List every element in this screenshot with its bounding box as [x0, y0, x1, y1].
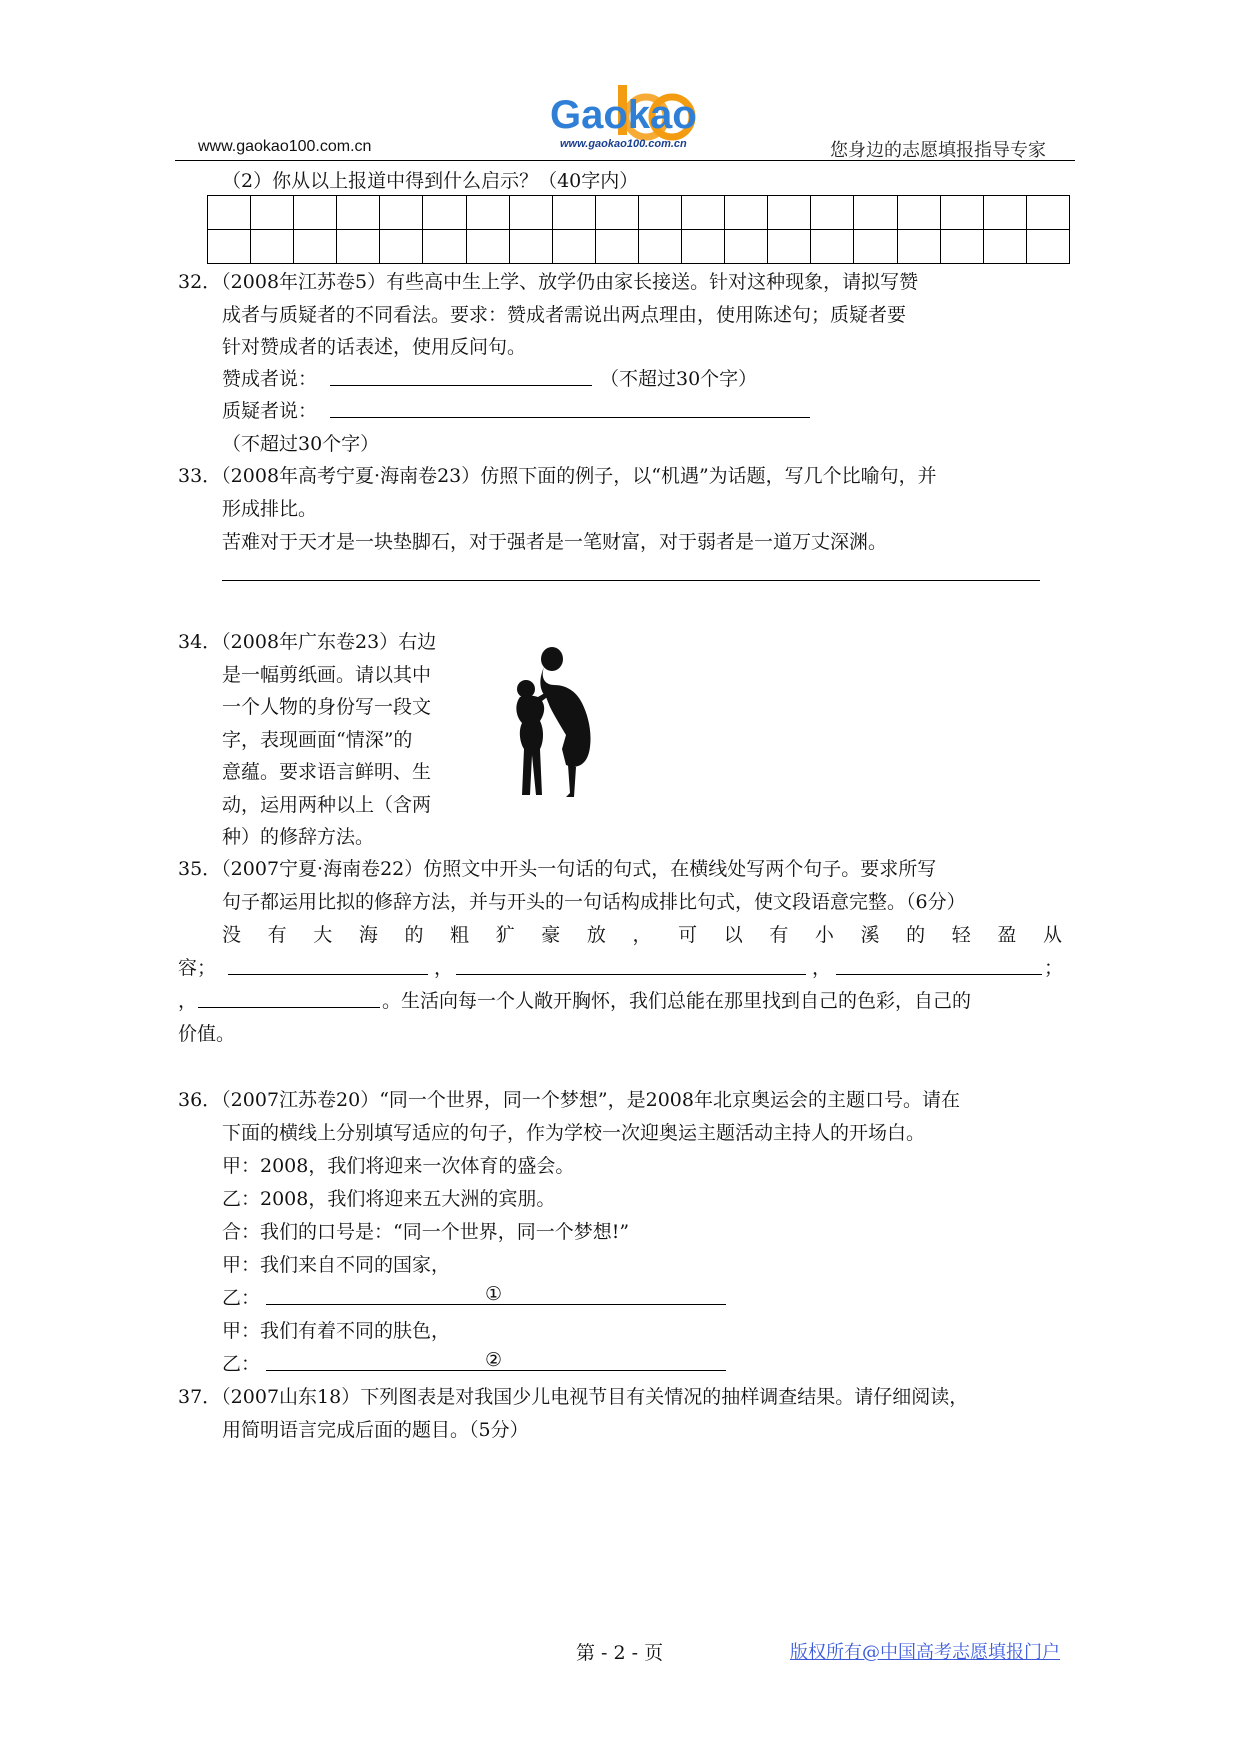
q36-jia-2: 甲：我们有着不同的肤色， [222, 1320, 451, 1342]
q33-example: 苦难对于天才是一块垫脚石，对于强者是一笔财富，对于弱者是一道万丈深渊。 [222, 531, 888, 553]
q35-line1: 35．（2007宁夏·海南卷22）仿照文中开头一句话的句式，在横线处写两个句子。要求所写 [178, 858, 937, 880]
grid-cell[interactable] [337, 230, 380, 264]
grid-cell[interactable] [638, 196, 681, 230]
header-site-url: www.gaokao100.com.cn [198, 138, 372, 155]
grid-cell[interactable] [725, 196, 768, 230]
grid-cell[interactable] [423, 230, 466, 264]
grid-cell[interactable] [251, 230, 294, 264]
logo-text: Gaokao [550, 93, 697, 137]
q34-line7: 种）的修辞方法。 [222, 826, 375, 848]
grid-cell[interactable] [509, 196, 552, 230]
q32-line3: 针对赞成者的话表述，使用反问句。 [222, 336, 527, 358]
grid-cell[interactable] [208, 196, 251, 230]
q36-dialogue-1: 甲：2008，我们将迎来一次体育的盛会。 [222, 1155, 575, 1177]
q32-supporter-label: 赞成者说： [222, 368, 318, 390]
grid-cell[interactable] [595, 196, 638, 230]
page-number: 第 - 2 - 页 [576, 1642, 664, 1664]
grid-cell[interactable] [294, 196, 337, 230]
q35-comma2: ， [812, 957, 832, 979]
q36-dialogue-2: 乙：2008，我们将迎来五大洲的宾朋。 [222, 1188, 556, 1210]
q32-supporter-note: （不超过30个字） [600, 368, 758, 390]
q34-line2: 是一幅剪纸画。请以其中 [222, 664, 432, 686]
q35-semicolon: ； [1044, 957, 1064, 979]
grid-cell[interactable] [768, 196, 811, 230]
q35-blank2[interactable] [456, 974, 806, 975]
supporter-answer-line[interactable] [330, 385, 592, 386]
copyright-link[interactable]: 版权所有@中国高考志愿填报门户 [790, 1642, 1060, 1663]
grid-cell[interactable] [1026, 196, 1069, 230]
q35-comma3: ， [178, 990, 198, 1012]
q36-line2: 下面的横线上分别填写适应的句子，作为学校一次迎奥运主题活动主持人的开场白。 [222, 1122, 926, 1144]
grid-cell[interactable] [466, 196, 509, 230]
grid-cell[interactable] [682, 196, 725, 230]
grid-cell[interactable] [509, 230, 552, 264]
q32-doubter-note: （不超过30个字） [222, 433, 380, 455]
q37-line2: 用简明语言完成后面的题目。（5分） [222, 1419, 529, 1441]
paper-cut-silhouette [510, 645, 610, 805]
q35-line4-start: 容； [178, 957, 217, 979]
q35-line2: 句子都运用比拟的修辞方法，并与开头的一句话构成排比句式，使文段语意完整。（6分） [222, 891, 966, 913]
grid-cell[interactable] [251, 196, 294, 230]
q36-yi-label-2: 乙： [222, 1353, 261, 1375]
grid-cell[interactable] [811, 196, 854, 230]
grid-cell[interactable] [897, 230, 940, 264]
q35-blank4[interactable] [198, 1007, 380, 1008]
q35-blank3[interactable] [836, 974, 1042, 975]
q35-comma1: ， [434, 957, 454, 979]
grid-cell[interactable] [854, 196, 897, 230]
q36-blank1-marker: ① [485, 1283, 503, 1305]
grid-cell[interactable] [940, 196, 983, 230]
grid-cell[interactable] [294, 230, 337, 264]
grid-cell[interactable] [638, 230, 681, 264]
grid-cell[interactable] [983, 230, 1026, 264]
q34-line6: 动，运用两种以上（含两 [222, 794, 432, 816]
grid-cell[interactable] [552, 230, 595, 264]
q31-part2: （2）你从以上报道中得到什么启示？（40字内） [222, 170, 639, 192]
grid-cell[interactable] [682, 230, 725, 264]
grid-cell[interactable] [208, 230, 251, 264]
q35-line3: 没 有 大 海 的 粗 犷 豪 放 ， 可 以 有 小 溪 的 轻 盈 从 [222, 924, 1062, 946]
logo-url: www.gaokao100.com.cn [560, 138, 687, 150]
q33-line2: 形成排比。 [222, 498, 318, 520]
grid-cell[interactable] [811, 230, 854, 264]
q32-line1: 32．（2008年江苏卷5）有些高中生上学、放学仍由家长接送。针对这种现象，请拟写赞 [178, 271, 919, 293]
grid-cell[interactable] [725, 230, 768, 264]
q32-doubter-label: 质疑者说： [222, 400, 318, 422]
grid-cell[interactable] [1026, 230, 1069, 264]
q33-line1: 33．（2008年高考宁夏·海南卷23）仿照下面的例子，以“机遇”为话题，写几个比喻句，并 [178, 465, 937, 487]
q36-yi-label-1: 乙： [222, 1287, 261, 1309]
q34-line4: 字，表现画面“情深”的 [222, 729, 413, 751]
grid-cell[interactable] [380, 196, 423, 230]
header-slogan: 您身边的志愿填报指导专家 [830, 140, 1046, 161]
grid-cell[interactable] [854, 230, 897, 264]
grid-cell[interactable] [897, 196, 940, 230]
q34-line1: 34．（2008年广东卷23）右边 [178, 631, 437, 653]
answer-grid [207, 195, 1070, 264]
header-divider [175, 160, 1075, 161]
grid-cell[interactable] [466, 230, 509, 264]
grid-cell[interactable] [337, 196, 380, 230]
grid-cell[interactable] [380, 230, 423, 264]
q34-line3: 一个人物的身份写一段文 [222, 696, 432, 718]
q35-blank1[interactable] [228, 974, 428, 975]
q35-line6: 价值。 [178, 1023, 236, 1045]
grid-cell[interactable] [940, 230, 983, 264]
grid-cell[interactable] [983, 196, 1026, 230]
grid-cell[interactable] [595, 230, 638, 264]
q36-dialogue-4: 甲：我们来自不同的国家， [222, 1254, 451, 1276]
q36-blank2-marker: ② [485, 1349, 503, 1371]
grid-cell[interactable] [423, 196, 466, 230]
doubter-answer-line[interactable] [330, 417, 810, 418]
grid-cell[interactable] [768, 230, 811, 264]
q36-line1: 36．（2007江苏卷20）“同一个世界，同一个梦想”，是2008年北京奥运会的主题口号。请在 [178, 1089, 960, 1111]
grid-cell[interactable] [552, 196, 595, 230]
q36-dialogue-3: 合：我们的口号是：“同一个世界，同一个梦想!” [222, 1221, 630, 1243]
q35-line5-rest: 。生活向每一个人敞开胸怀，我们总能在那里找到自己的色彩，自己的 [382, 990, 972, 1012]
q32-line2: 成者与质疑者的不同看法。要求：赞成者需说出两点理由，使用陈述句；质疑者要 [222, 304, 907, 326]
q37-line1: 37．（2007山东18）下列图表是对我国少儿电视节目有关情况的抽样调查结果。请仔细阅读， [178, 1386, 969, 1408]
q34-line5: 意蕴。要求语言鲜明、生 [222, 761, 432, 783]
q33-answer-line[interactable] [222, 580, 1040, 581]
